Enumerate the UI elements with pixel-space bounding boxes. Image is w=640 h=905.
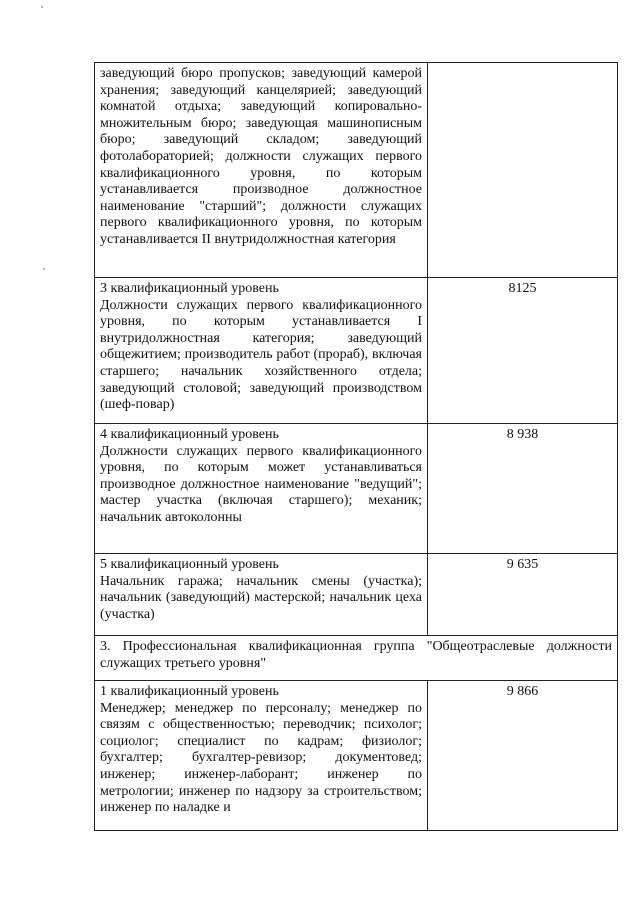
position-cell (95, 681, 428, 831)
position-cell (95, 424, 428, 554)
level-title: 1 квалификационный уровень (100, 684, 279, 699)
position-cell (95, 554, 428, 636)
table-row (95, 278, 618, 424)
salary-cell (428, 63, 618, 278)
level-title: 3 квалификационный уровень (100, 281, 279, 296)
salary-cell: 8125 (428, 278, 618, 424)
level-description: Должности служащих первого квалификационного уровня, по которым устанавливается I внутридолжностная категория; заведующий общежитием; производитель работ (прораб), включая старшего; начальник хозяйственного отдела; заведующий столовой; заведующий производством (шеф-повар) (100, 297, 422, 413)
salary-cell: 8 938 (428, 424, 618, 554)
group-row (95, 636, 618, 681)
position-cell (95, 63, 428, 278)
level-title: 4 квалификационный уровень (100, 427, 279, 442)
level-description: Должности служащих первого квалификационного уровня, по которым может устанавливаться производное должностное наименование "ведущий"; мастер участка (включая старшего); механик; начальник автоколонны (100, 443, 422, 525)
level-title: 5 квалификационный уровень (100, 557, 279, 572)
salary-cell: 9 635 (428, 554, 618, 636)
salary-table (94, 62, 618, 831)
table-row (95, 63, 618, 278)
level-description: Начальник гаража; начальник смены (участка); начальник (заведующий) мастерской; начальник цеха (участка) (100, 573, 422, 622)
group-heading: 3. Профессиональная квалификационная группа "Общеотраслевые должности служащих третьего уровня" (95, 636, 618, 681)
table-row (95, 424, 618, 554)
table-row (95, 554, 618, 636)
table-row (95, 681, 618, 831)
salary-cell: 9 866 (428, 681, 618, 831)
level-description: заведующий бюро пропусков; заведующий камерой хранения; заведующий канцелярией; заведующий комнатой отдыха; заведующий копировально-множительным бюро; заведующая машинописным бюро; заведующий складом; заведующий фотолабораторией; должности служащих первого квалификационного уровня, по которым устанавливается производное должностное наименование "старший"; должности служащих первого квалификационного уровня, по которым устанавливается II внутридолжностная категория (100, 66, 422, 247)
position-cell (95, 278, 428, 424)
level-description: Менеджер; менеджер по персоналу; менеджер по связям с общественностью; переводчик; психолог; социолог; специалист по кадрам; физиолог; бухгалтер; бухгалтер-ревизор; документовед; инженер; инженер-лаборант; инженер по метрологии; инженер по надзору за строительством; инженер по наладке и (100, 700, 422, 816)
scan-speck (43, 268, 45, 270)
scan-speck (41, 6, 43, 8)
